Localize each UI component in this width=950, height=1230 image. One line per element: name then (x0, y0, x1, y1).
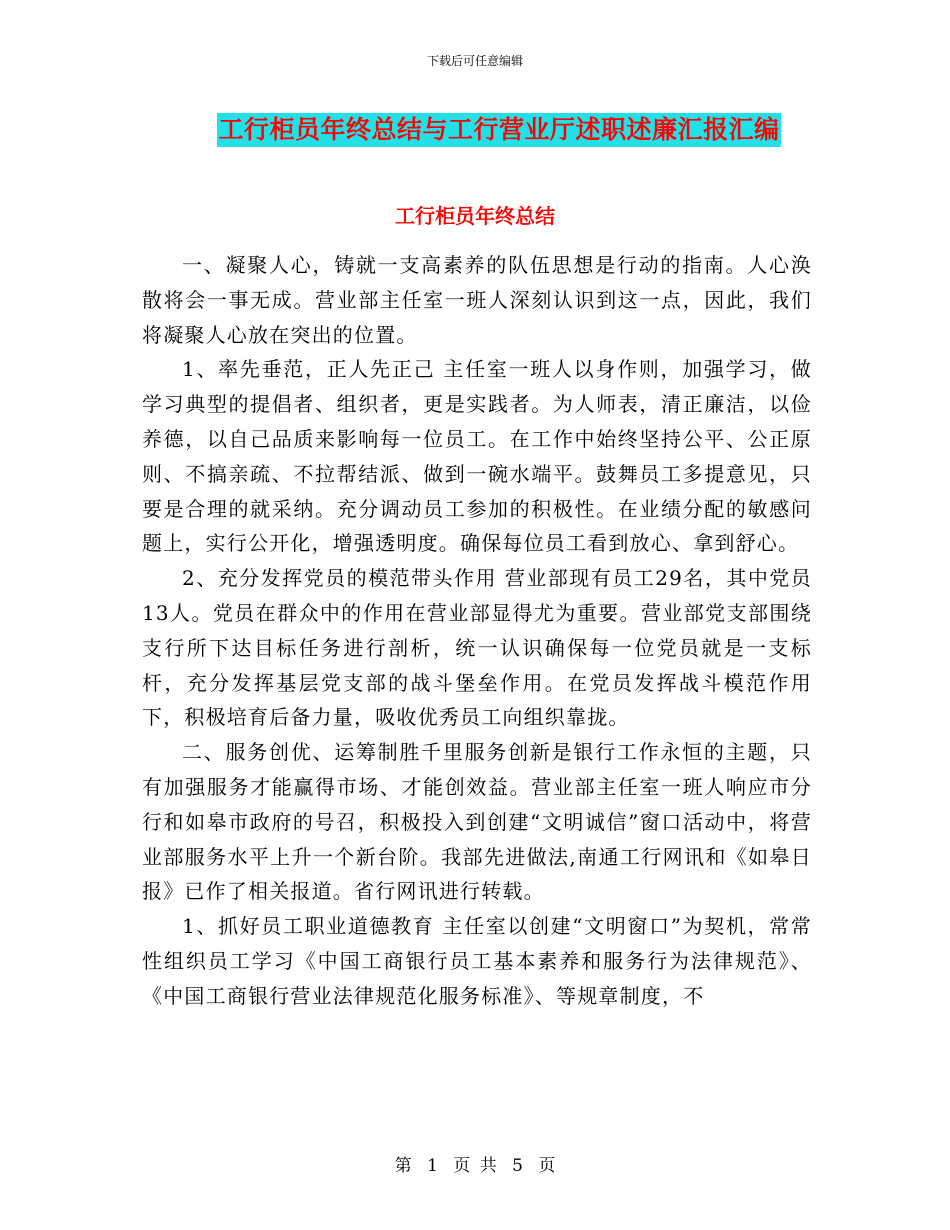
page-label-mid: 页 共 (453, 1156, 497, 1176)
paragraph: 一、凝聚人心，铸就一支高素养的队伍思想是行动的指南。人心涣散将会一事无成。营业部主任室一班人深刻认识到这一点，因此，我们将凝聚人心放在突出的位置。 (142, 253, 812, 347)
paragraph: 2、充分发挥党员的模范带头作用 营业部现有员工29名，其中党员13人。党员在群众中的作用在营业部显得尤为重要。营业部党支部围绕支行所下达目标任务进行剖析，统一认识确保每一位党员就是一支标杆，充分发挥基层党支部的战斗堡垒作用。在党员发挥战斗模范作用下，积极培育后备力量，吸收优秀员工向组织靠拢。 (142, 566, 812, 730)
page-footer (0, 1155, 950, 1177)
section-title: 工行柜员年终总结 (395, 204, 555, 228)
paragraph: 1、率先垂范，正人先正己 主任室一班人以身作则，加强学习，做学习典型的提倡者、组织者，更是实践者。为人师表，清正廉洁，以俭养德，以自己品质来影响每一位员工。在工作中始终坚持公平、公正原则、不搞亲疏、不拉帮结派、做到一碗水端平。鼓舞员工多提意见，只要是合理的就采纳。充分调动员工参加的积极性。在业绩分配的敏感问题上，实行公开化，增强透明度。确保每位员工看到放心、拿到舒心。 (142, 357, 812, 556)
document-title-wrapper (0, 113, 950, 147)
current-page-number: 1 (427, 1156, 438, 1176)
document-body (142, 248, 812, 1014)
page-label-prefix: 第 (394, 1156, 412, 1176)
paragraph: 1、抓好员工职业道德教育 主任室以创建“文明窗口”为契机，常常性组织员工学习《中国工商银行员工基本素养和服务行为法律规范》、《中国工商银行营业法律规范化服务标准》、等规章制度，不 (142, 914, 812, 1008)
page-label-suffix: 页 (538, 1156, 556, 1176)
paragraph: 二、服务创优、运筹制胜千里服务创新是银行工作永恒的主题，只有加强服务才能赢得市场、才能创效益。营业部主任室一班人响应市分行和如皋市政府的号召，积极投入到创建“文明诚信”窗口活动中，将营业部服务水平上升一个新台阶。我部先进做法,南通工行网讯和《如皋日报》已作了相关报道。省行网讯进行转载。 (142, 740, 812, 904)
document-title: 工行柜员年终总结与工行营业厅述职述廉汇报汇编 (217, 113, 780, 147)
header-note: 下载后可任意编辑 (426, 54, 523, 68)
total-pages-number: 5 (512, 1156, 523, 1176)
